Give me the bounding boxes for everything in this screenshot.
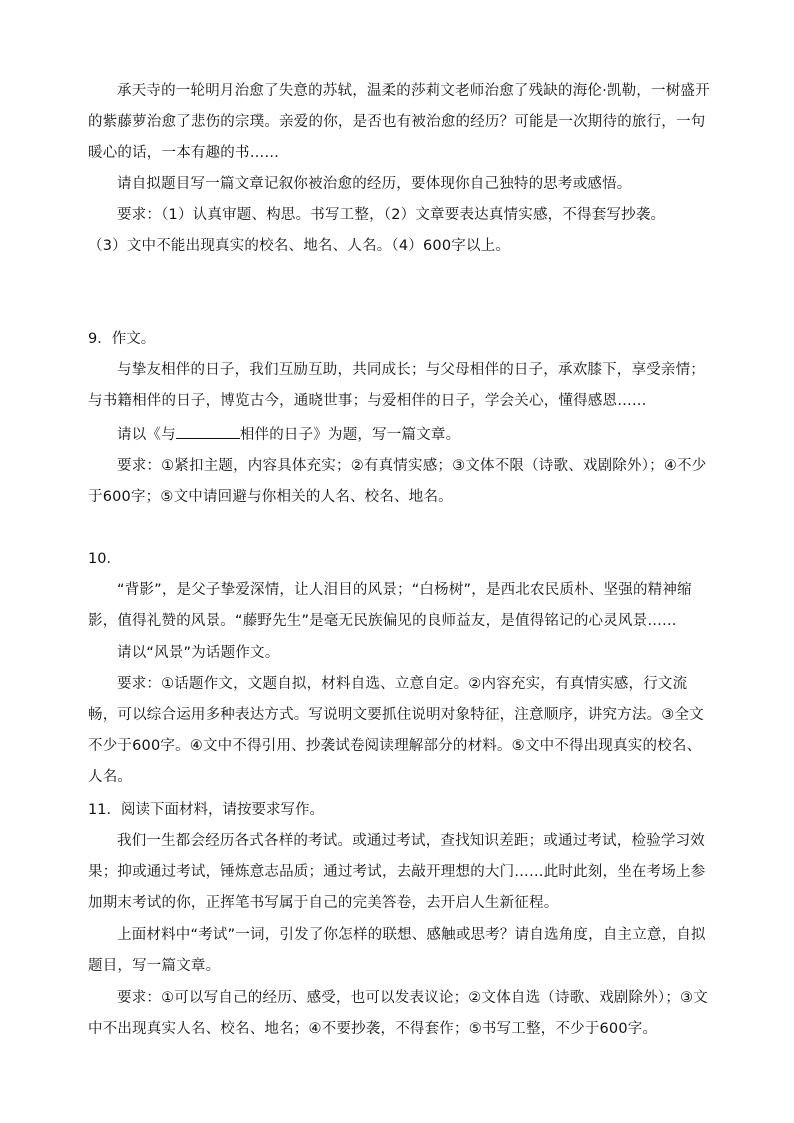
question-11-requirements: 要求：①可以写自己的经历、感受，也可以发表议论；②文体自选（诗歌、戏剧除外）；③文中不出现真实人名、校名、地名；④不要抄袭，不得套作；⑤书写工整，不少于600字。: [88, 990, 708, 1037]
question-10-task: 请以“风景”为话题作文。: [117, 645, 280, 661]
top-material-paragraph: 承天寺的一轮明月治愈了失意的苏轼，温柔的莎莉文老师治愈了残缺的海伦·凯勒，一树盛开的紫藤萝治愈了悲伤的宗璞。亲爱的你，是否也有被治愈的经历？可能是一次期待的旅行，一句暖心的话，一本有趣的书……: [88, 83, 710, 161]
question-9-task: [88, 420, 710, 451]
question-9-task-suffix: 相伴的日子》为题，写一篇文章。: [239, 427, 461, 443]
question-11-task: 上面材料中“考试”一词，引发了你怎样的联想、感触或思考？请自选角度，自主立意，自拟题目，写一篇文章。: [88, 927, 706, 974]
question-9-heading: 9．作文。: [88, 331, 156, 347]
question-10-heading: 10．: [88, 551, 121, 567]
fill-in-blank: [176, 424, 240, 439]
question-10-requirements: 要求：①话题作文，文题自拟，材料自选、立意自定。②内容充实，有真情实感，行文流畅，可以综合运用多种表达方式。写说明文要抓住说明对象特征，注意顺序，讲究方法。③全文不少于600字。④文中不得引用、抄袭试卷阅读理解部分的材料。⑤文中不得出现真实的校名、人名。: [88, 676, 704, 785]
question-9-task-prefix: 请以《与: [117, 427, 176, 443]
question-11-material: 我们一生都会经历各式各样的考试。或通过考试，查找知识差距；或通过考试，检验学习效果；抑或通过考试，锤炼意志品质；通过考试，去敲开理想的大门……此时此刻，坐在考场上参加期末考试的你，正挥笔书写属于自己的完美答卷，去开启人生新征程。: [88, 833, 706, 911]
question-9-requirements: 要求：①紧扣主题，内容具体充实；②有真情实感；③文体不限（诗歌、戏剧除外）；④不少于600字；⑤文中请回避与你相关的人名、校名、地名。: [88, 458, 707, 505]
top-requirements-line-1: 要求：（1）认真审题、构思。书写工整，（2）文章要表达真情实感，不得套写抄袭。: [117, 207, 666, 223]
question-11-heading: 11．阅读下面材料，请按要求写作。: [88, 802, 324, 818]
top-task-paragraph: 请自拟题目写一篇文章记叙你被治愈的经历，要体现你自己独特的思考或感悟。: [117, 176, 632, 192]
question-9-material: 与挚友相伴的日子，我们互励互助，共同成长；与父母相伴的日子，承欢膝下，享受亲情；与书籍相伴的日子，博览古今，通晓世事；与爱相伴的日子，学会关心，懂得感恩……: [88, 362, 705, 409]
question-10-material: “背影”，是父子挚爱深情，让人泪目的风景；“白杨树”，是西北农民质朴、坚强的精神缩影，值得礼赞的风景。“藤野先生”是毫无民族偏见的良师益友，是值得铭记的心灵风景……: [88, 582, 692, 629]
top-requirements-line-2: （3）文中不能出现真实的校名、地名、人名。（4）600字以上。: [88, 238, 511, 254]
